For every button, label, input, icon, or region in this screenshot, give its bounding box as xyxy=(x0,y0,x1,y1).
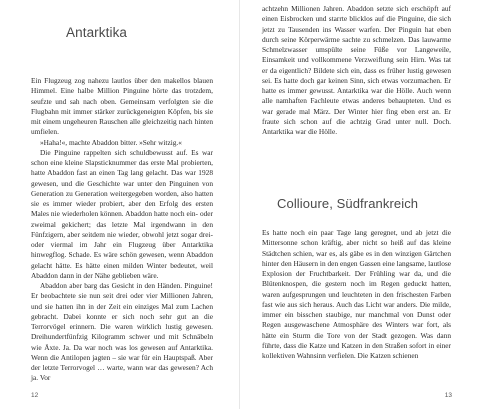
paragraph: Die Pinguine rappelten sich schuldbewusst auf. Es war schon eine kleine Slapsticknummer das erste Mal probierten, hatte Abaddon fast an einen Tag lang gelacht. Das war 1928 gewesen, und die Geschichte war unter den Pinguinen von Generation zu Generation weitergegeben worden, also hatten sie es immer wieder probiert, aber den Erfolg des ersten Males nie wiederholen können. Abaddon hatte noch ein- oder zweimal gekichert; das letzte Mal irgendwann in den Fünfzigern, aber seitdem nie wieder, obwohl jetzt sogar drei- oder viermal im Jahr ein Flugzeug über Antarktika hinwegflog. Schade. Es wäre schön gewesen, wenn Abaddon gelacht hätte. Es hätte einen milden Winter bedeutet, weil Abaddon dann in der Nähe geblieben wäre. xyxy=(31,147,213,280)
right-page xyxy=(240,0,480,409)
page-number-right: 13 xyxy=(444,392,452,399)
right-page-lower-body xyxy=(262,228,451,361)
right-page-top-body xyxy=(262,4,451,137)
paragraph: achtzehn Millionen Jahren. Abaddon setzte sich erschöpft auf einen Eisbrocken und starrte blicklos auf die Pinguine, die sich jetzt zu Tausenden ins Wasser warfen. Der Pinguin hat eben durch seine Körperwärme sachte zu schmelzen. Das lauwarme Schmelzwasser umspülte seine Füße vor Langeweile, Einsamkeit und vollkommene Verzweiflung sein Hirn. Was tat er da eigentlich? Bildete sich ein, dass es früher lustig gewesen sei. Es hatte doch gar keinen Sinn, sich etwas vorzumachen. Er hatte es immer gewusst. Antarktika war die Hölle. Auch wenn alle namhaften Fachleute etwas anderes behaupteten. Und es war gerade mal März. Der Winter hier fing eben erst an. Er fraute sich schon auf die achtzig Grad unter null. Doch. Antarktika war die Hölle. xyxy=(262,4,451,136)
chapter-heading-antarktika: Antarktika xyxy=(66,25,128,40)
left-page-body xyxy=(31,76,213,384)
paragraph: Ein Flugzeug zog nahezu lautlos über den makellos blauen Himmel. Eine halbe Million Pinguine hörte das trotzdem, seufzte und sah nach oben. Gemeinsam verfolgten sie die Flugbahn mit immer stärker zurückgeneigten Köpfen, bis sie mit einem ungeheuren Rauschen alle gleichzeitig nach hinten umfielen. xyxy=(31,76,213,137)
paragraph: »Haha!«, machte Abaddon bitter. »Sehr witzig.« xyxy=(40,137,182,147)
page-number-left: 12 xyxy=(31,392,39,399)
paragraph: Abaddon aber barg das Gesicht in den Händen. Pinguine! Er beobachtete sie nun seit drei oder vier Millionen Jahren, und sie hatten ihn in der Zeit ein einziges Mal zum Lachen gebracht. Dabei konnte er sich noch sehr gut an die Terrorvögel erinnern. Die waren wirklich lustig gewesen. Dreihundertfünfzig Kilogramm schwer und mit Schnäbeln wie Äxte. Ja. Da war noch was los gewesen auf Antarktika. Wenn die Antilopen jagten – sie war für ein Hauptspaß. Aber der letzte Terrorvogel … warte, wann war das gewesen? Ach ja. Vor xyxy=(31,281,213,383)
paragraph: Es hatte noch ein paar Tage lang geregnet, und ab jetzt die Mittersonne schon kräftig, aber nicht so heiß auf das kleine Städtchen schien, war es, als gäbe es in den winzigen Gärtchen hinter den Häusern in den engen Gassen eine langsame, lautlose Explosion der Fruchtbarkeit. Der Frühling war da, und die Blütenknospen, die gestern noch im Regen geduckt hatten, waren aufgesprungen und leuchteten in den frischesten Farben fast wie aus sich heraus. Auch das Licht war anders. Die milde, immer ein bisschen staubige, nur manchmal von Dunst oder Regen ausgewaschene Atmosphäre des Winters war fort, als hätte ein Sturm die Tore von der Stadt gezogen. Was dann führte, dass die Katze und Katzen in den Straßen sofort in einer kollektiven Wahnsinn verfielen. Die Katzen schienen xyxy=(262,228,451,360)
chapter-heading-collioure: Collioure, Südfrankreich xyxy=(277,196,419,211)
